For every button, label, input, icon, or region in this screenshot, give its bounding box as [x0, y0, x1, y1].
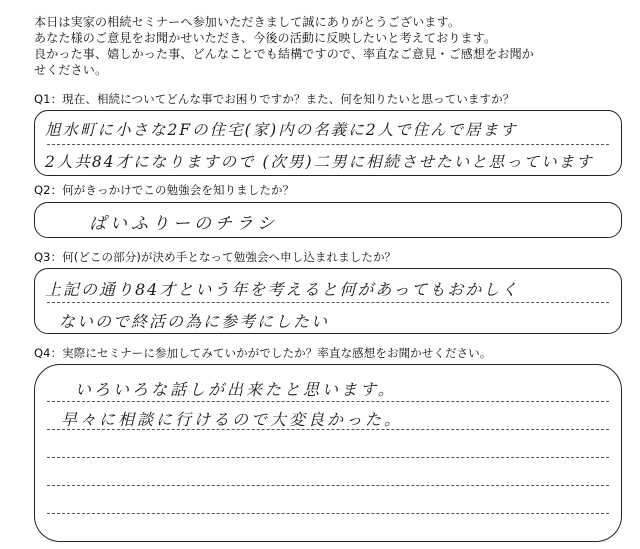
- intro-line: 良かった事、嬉しかった事、どんなことでも結構ですので、率直なご意見・ご感想をお聞か: [34, 47, 534, 61]
- answer-rule: [47, 401, 609, 402]
- intro-line: 本日は実家の相続セミナーへ参加いただきまして誠にありがとうございます。: [34, 15, 461, 29]
- answer-rule: [47, 513, 609, 514]
- handwritten-answer: ぱいふりーのチラシ: [89, 214, 278, 234]
- handwritten-answer: いろいろな話しが出来たと思います。: [75, 380, 397, 399]
- answer-rule: [47, 485, 609, 486]
- answer-box-3[interactable]: [34, 268, 622, 334]
- handwritten-answer: 2人共84才になりますので (次男)二男に相続させたいと思っています: [45, 153, 594, 171]
- answer-rule: [47, 457, 609, 458]
- intro-text: [34, 14, 614, 78]
- question-2-label: Q2：何がきっかけでこの勉強会を知りましたか？: [34, 183, 295, 197]
- question-3-label: Q3：何(どこの部分)が決め手となって勉強会へ申し込まれましたか？: [34, 250, 397, 264]
- answer-rule: [47, 302, 609, 303]
- question-1-label: Q1：現在、相続についてどんな事でお困りですか？また、何を知りたいと思っていますか？: [34, 92, 515, 106]
- intro-line: あなた様のご意見をお聞かせいただき、今後の活動に反映したいと考えております。: [34, 31, 497, 45]
- question-4-label: Q4：実際にセミナーに参加してみていかがでしたか？率直な感想をお聞かせください。: [34, 346, 492, 360]
- answer-rule: [47, 144, 609, 145]
- handwritten-answer: ないので終活の為に参考にしたい: [59, 312, 330, 331]
- handwritten-answer: 旭水町に小さな2Fの住宅(家)内の名義に2人で住んで居ます: [45, 121, 518, 139]
- intro-line: せください。: [34, 63, 108, 77]
- answer-box-1[interactable]: [34, 110, 622, 176]
- handwritten-answer: 早々に相談に行けるので大変良かった。: [61, 410, 404, 429]
- handwritten-answer: 上記の通り84才という年を考えると何があってもおかしく: [45, 280, 520, 299]
- answer-box-4[interactable]: [34, 364, 622, 542]
- answer-box-2[interactable]: [34, 202, 622, 238]
